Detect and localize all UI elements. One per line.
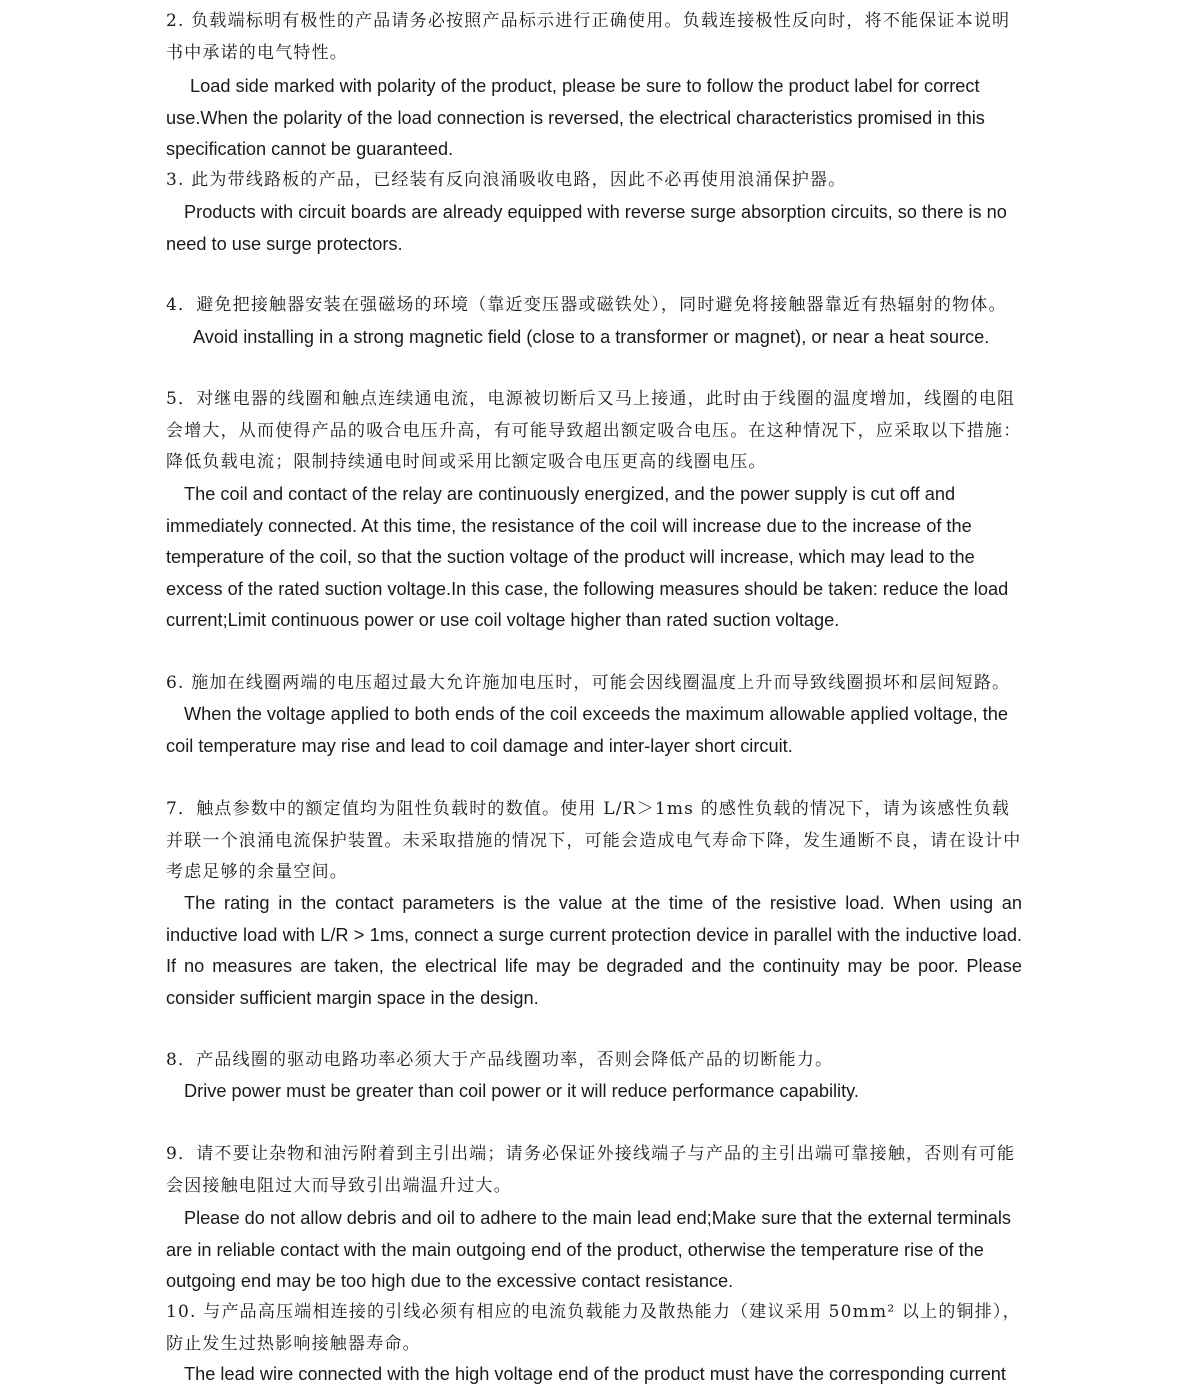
item-8-en: Drive power must be greater than coil power or it will reduce performance capability. (184, 1081, 859, 1101)
item-7-en: The rating in the contact parameters is the value at the time of the resistive load. When using an inductive load with L/R > 1ms, connect a surge current protection device in parallel with the inductive load. If no measures are taken, the electrical life may be degraded and the continuity may be poor. Please consider sufficient margin space in the design. (166, 893, 1022, 1008)
item-6-zh: 6. 施加在线圈两端的电压超过最大允许施加电压时，可能会因线圈温度上升而导致线圈损坏和层间短路。 (166, 673, 1011, 693)
item-8-zh: 8．产品线圈的驱动电路功率必须大于产品线圈功率，否则会降低产品的切断能力。 (166, 1050, 834, 1070)
item-2-en: Load side marked with polarity of the product, please be sure to follow the product label for correct use.When the polarity of the load connection is reversed, the electrical characteristics promised in this specification cannot be guaranteed. (166, 76, 985, 159)
item-6-en: When the voltage applied to both ends of the coil exceeds the maximum allowable applied voltage, the coil temperature may rise and lead to coil damage and inter-layer short circuit. (166, 704, 1009, 756)
item-10-zh: 10. 与产品高压端相连接的引线必须有相应的电流负载能力及散热能力（建议采用 50mm² 以上的铜排），防止发生过热影响接触器寿命。 (166, 1302, 1021, 1354)
item-7-zh: 7．触点参数中的额定值均为阻性负载时的数值。使用 L/R＞1ms 的感性负载的情况下，请为该感性负载并联一个浪涌电流保护装置。未采取措施的情况下，可能会造成电气寿命下降，发生通断不良，请在设计中考虑足够的余量空间。 (166, 799, 1022, 882)
item-9-zh: 9．请不要让杂物和油污附着到主引出端；请务必保证外接线端子与产品的主引出端可靠接触，否则有可能会因接触电阻过大而导致引出端温升过大。 (166, 1144, 1016, 1196)
item-9-en: Please do not allow debris and oil to adhere to the main lead end;Make sure that the external terminals are in reliable contact with the main outgoing end of the product, otherwise the temperature rise of the outgoing end may be too high due to the excessive contact resistance. (166, 1208, 1012, 1291)
item-5-en: The coil and contact of the relay are continuously energized, and the power supply is cut off and immediately connected. At this time, the resistance of the coil will increase due to the increase of the temperature of the coil, so that the suction voltage of the product will increase, which may lead to the excess of the rated suction voltage.In this case, the following measures should be taken: reduce the load current;Limit continuous power or use coil voltage higher than rated suction voltage. (166, 484, 1009, 630)
item-3-en: Products with circuit boards are already equipped with reverse surge absorption circuits, so there is no need to use surge protectors. (166, 202, 1007, 254)
item-5-zh: 5．对继电器的线圈和触点连续通电流，电源被切断后又马上接通，此时由于线圈的温度增加，线圈的电阻会增大，从而使得产品的吸合电压升高，有可能导致超出额定吸合电压。在这种情况下，应采取以下措施：降低负载电流；限制持续通电时间或采用比额定吸合电压更高的线圈电压。 (166, 389, 1022, 472)
item-3-zh: 3. 此为带线路板的产品，已经装有反向浪涌吸收电路，因此不必再使用浪涌保护器。 (166, 170, 847, 190)
item-2-zh: 2. 负载端标明有极性的产品请务必按照产品标示进行正确使用。负载连接极性反向时，将不能保证本说明书中承诺的电气特性。 (166, 11, 1011, 63)
item-4-zh: 4．避免把接触器安装在强磁场的环境（靠近变压器或磁铁处），同时避免将接触器靠近有热辐射的物体。 (166, 295, 1007, 315)
item-4-en: Avoid installing in a strong magnetic field (close to a transformer or magnet), or near a heat source. (193, 327, 990, 347)
item-10-en: The lead wire connected with the high voltage end of the product must have the corresponding current (184, 1364, 1006, 1384)
